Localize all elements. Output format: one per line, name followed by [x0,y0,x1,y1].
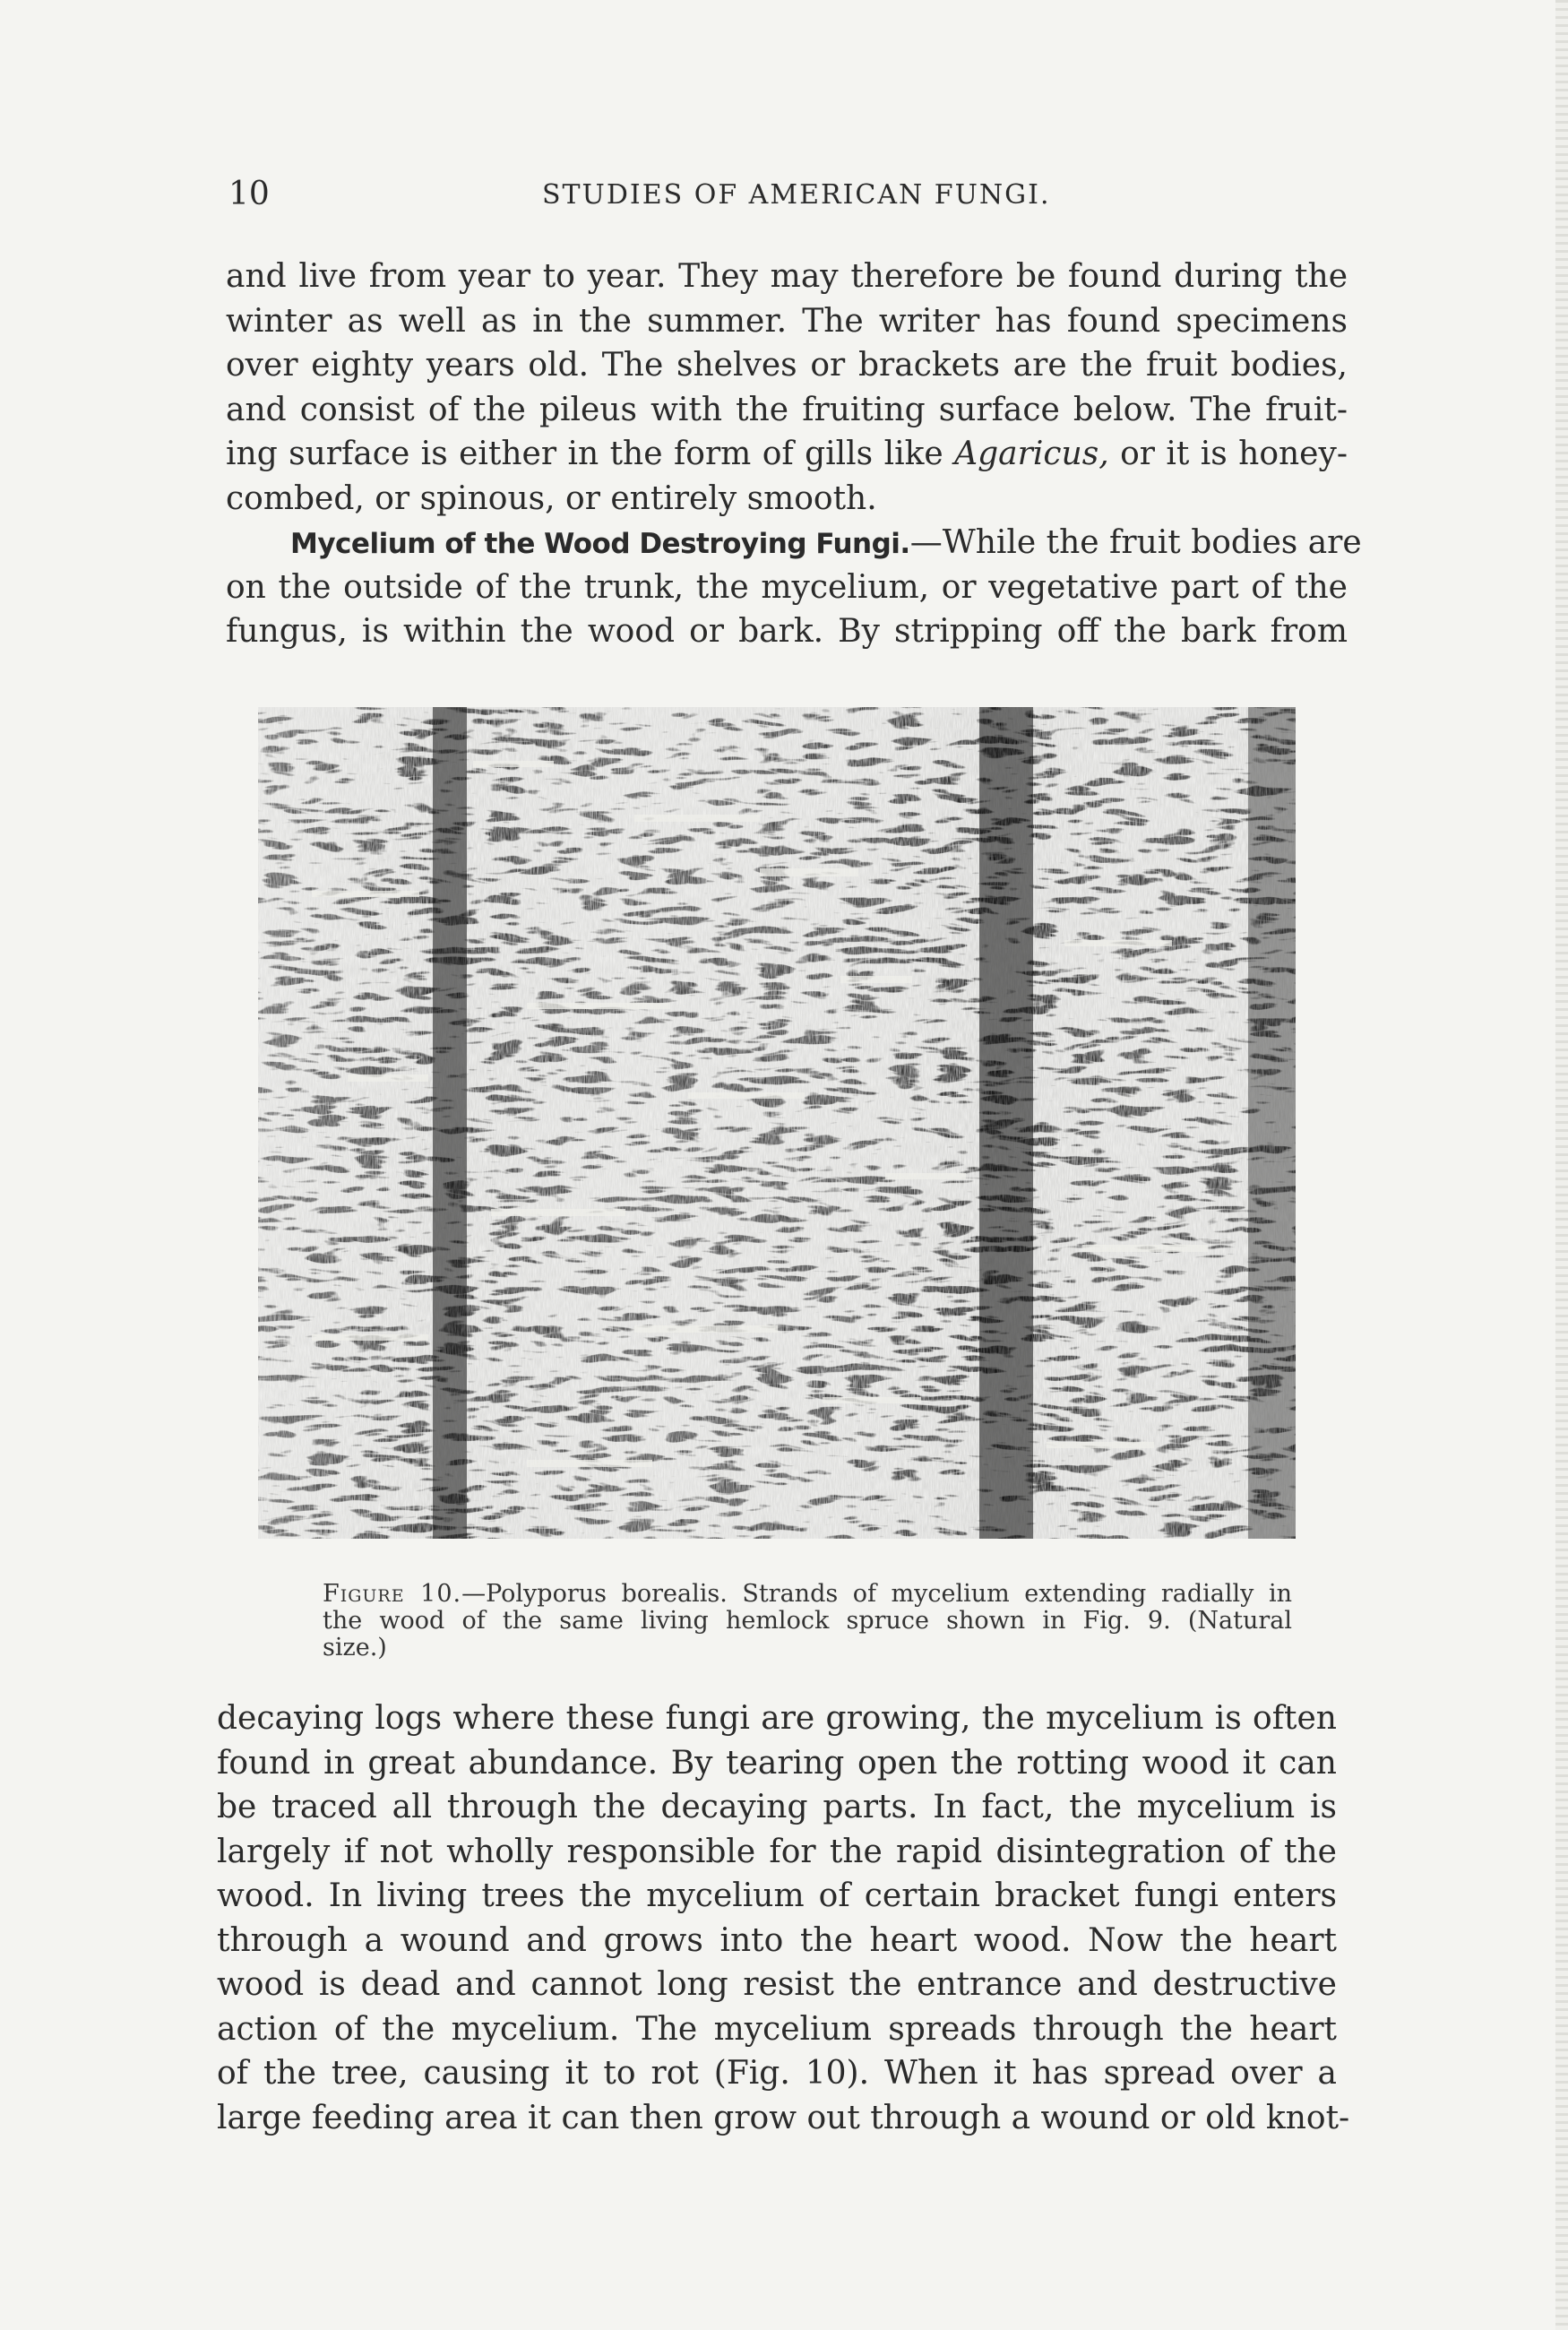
text-line: of the tree, causing it to rot (Fig. 10). When it has spread over a [217,2055,1337,2092]
text-line-with-italic [226,432,1348,477]
caption-line [262,1581,1292,1608]
text-line: fungus, is within the wood or bark. By stripping off the bark from [226,613,1348,650]
text-line: largely if not wholly responsible for the rapid disintegration of the [217,1833,1337,1870]
caption-line: size.) [323,1634,387,1661]
text-fragment: —While the fruit bodies are [909,524,1362,561]
mycelium-wood-photo [258,707,1296,1539]
page-header [228,176,1348,220]
text-line: on the outside of the trunk, the mycelium, or vegetative part of the [226,568,1348,606]
text-line: large feeding area it can then grow out through a wound or old knot- [217,2099,1350,2136]
caption-text: —Polyporus borealis. Strands of mycelium extending radially in [461,1580,1292,1608]
text-line: wood is dead and cannot long resist the entrance and destructive [217,1966,1337,2003]
text-line: be traced all through the decaying parts. In fact, the mycelium is [217,1789,1337,1825]
section-heading-line [226,521,1362,565]
page-number: 10 [228,176,270,212]
text-line: through a wound and grows into the heart wood. Now the heart [217,1921,1337,1959]
body-text-top [226,255,1362,654]
text-line: combed, or spinous, or entirely smooth. [226,479,877,517]
text-fragment: ing surface is either in the form of gills like [226,436,943,472]
text-line: found in great abundance. By tearing open the rotting wood it can [217,1744,1337,1782]
caption-line: the wood of the same living hemlock spruce shown in Fig. 9. (Natural [323,1607,1292,1635]
italic-genus: Agaricus, [954,436,1109,472]
text-fragment: or it is honey- [1120,436,1348,472]
text-line: decaying logs where these fungi are growing, the mycelium is often [217,1700,1337,1737]
text-line: action of the mycelium. The mycelium spreads through the heart [217,2010,1337,2048]
text-line: wood. In living trees the mycelium of certain bracket fungi enters [217,1877,1337,1914]
figure-photograph [258,707,1296,1539]
text-line: winter as well as in the summer. The writer has found specimens [226,302,1348,340]
page-edge [1555,0,1568,2330]
text-line: over eighty years old. The shelves or brackets are the fruit bodies, [226,347,1348,384]
text-line: and consist of the pileus with the fruiting surface below. The fruit- [226,391,1348,428]
figure-caption [262,1581,1292,1661]
section-heading: Mycelium of the Wood Destroying Fungi. [290,528,910,560]
text-line: and live from year to year. They may therefore be found during the [226,258,1348,295]
body-text-bottom [217,1696,1350,2140]
figure-label: Figure 10. [323,1580,462,1608]
running-title: STUDIES OF AMERICAN FUNGI. [542,179,1051,211]
